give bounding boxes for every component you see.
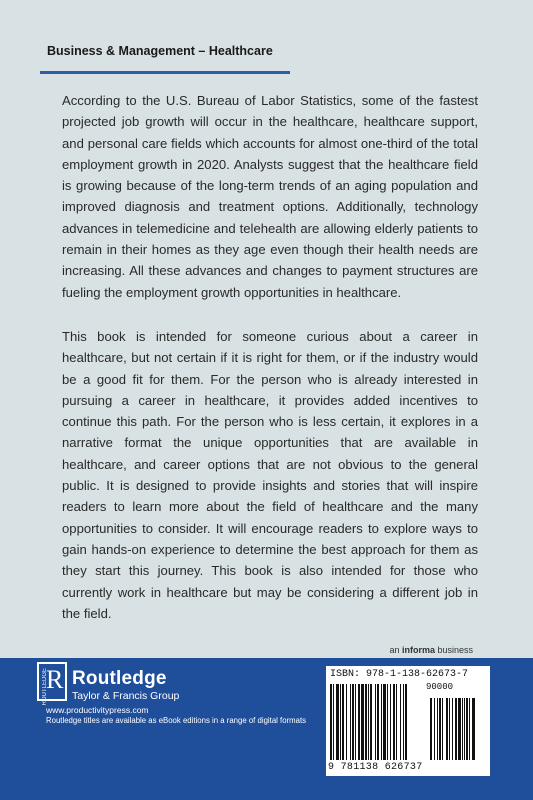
informa-brand: informa — [401, 645, 435, 655]
informa-suffix: business — [434, 645, 473, 655]
logo-letter: R — [46, 665, 64, 694]
informa-prefix: an — [389, 645, 402, 655]
barcode-digits: 9 781138 626737 — [328, 762, 423, 773]
isbn-text: ISBN: 978-1-138-62673-7 — [330, 669, 469, 680]
barcode-supplement: 90000 — [426, 682, 454, 692]
barcode-bars — [330, 684, 486, 762]
publisher-name: Routledge — [72, 668, 167, 689]
barcode-panel — [326, 666, 490, 776]
publisher-subtitle: Taylor & Francis Group — [72, 690, 180, 702]
publisher-url: www.productivitypress.com — [46, 705, 149, 715]
body-paragraph-1: According to the U.S. Bureau of Labor Statistics, some of the fastest projected job growth will occur in the healthcare, healthcare support, and personal care fields which accounts for almost one-third of the total employment growth in 2020. Analysts suggest that the healthcare field is growing because of the long-term trends of an aging population and improved diagnosis and treatment options. Additionally, technology advances in telemedicine and telehealth are allowing elderly patients to remain in their homes as they age even though their health needs are increasing. All these advances and changes to payment structures are fueling the employment growth opportunities in healthcare. — [62, 93, 478, 300]
publisher-note: Routledge titles are available as eBook editions in a range of digital formats — [46, 716, 307, 725]
informa-tagline — [389, 645, 473, 655]
routledge-logo-icon — [37, 662, 67, 706]
category-heading: Business & Management – Healthcare — [47, 44, 273, 58]
logo-vertical-text: ROUTLEDGE — [42, 668, 48, 706]
body-paragraph-2: This book is intended for someone curious about a career in healthcare, but not certain if it is right for them, or if the industry would be a good fit for them. For the person who is already interested in pursuing a career in healthcare, it provides added incentives to continue this path. For the person who is less certain, it explores in a narrative format the unique opportunities that are available in healthcare, and career options that are not obvious to the general public. It is designed to provide insights and stories that will inspire readers to learn more about the field of healthcare and the many opportunities to consider. It will encourage readers to explore ways to gain hands-on experience to determine the best approach for them as they start this journey. This book is also intended for those who currently work in healthcare but may be considering a different job in the field. — [62, 329, 478, 621]
heading-underline — [40, 71, 290, 74]
